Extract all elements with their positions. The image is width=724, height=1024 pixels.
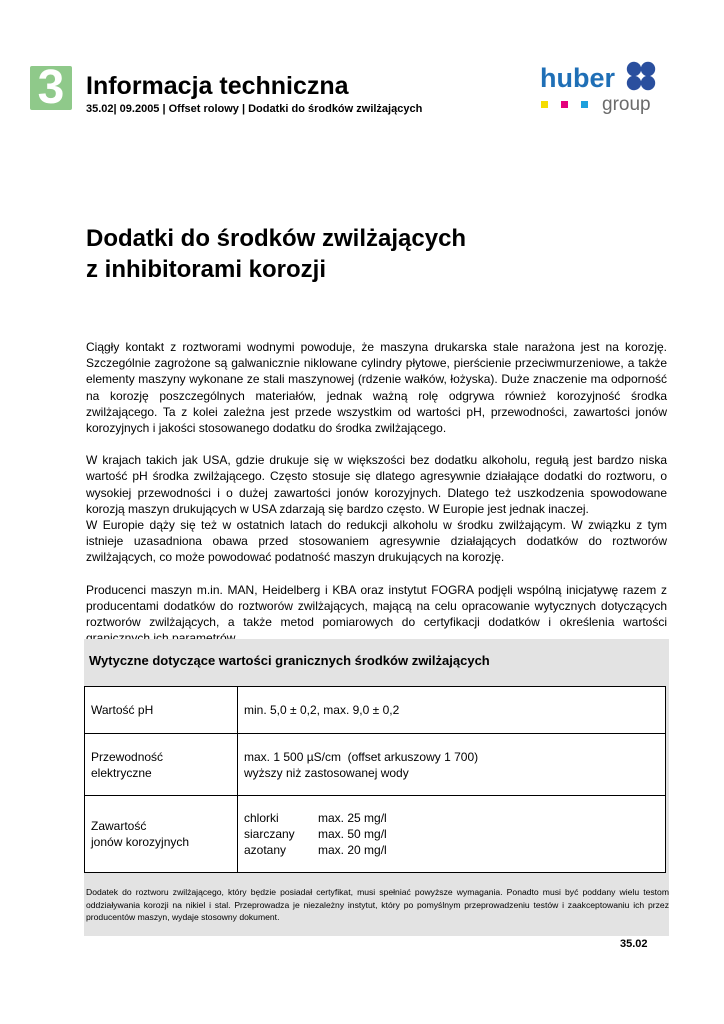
ion-name: siarczany [244, 827, 295, 841]
body-text [86, 339, 667, 662]
ion-name: azotany [244, 843, 287, 857]
guidelines-title: Wytyczne dotyczące wartości granicznych środków zwilżających [89, 653, 490, 668]
main-heading-line2: z inhibitorami korozji [86, 256, 327, 283]
ions-label-line1: Zawartość [91, 819, 147, 833]
conductivity-value-line2: wyższy niż zastosowanej wody [244, 765, 409, 780]
section-number-badge [30, 61, 72, 114]
paragraph-manufacturers: Producenci maszyn m.in. MAN, Heidelberg i KBA oraz instytut FOGRA podjęli wspólną inicjatywę razem z producentami dodatków do roztworów zwilżających, mającą na celu opracowanie wytycznych dotyczących roztworów zwilżających, a także metod pomiarowych do certyfikacji dodatków i określenia wartości [86, 582, 667, 630]
paragraph-europe: W Europie dąży się też w ostatnich latach do redukcji alkoholu w środku zwilżającym. W związku z tym istnieje uzasadniona obawa przed stosowaniem agresywnie działających dodatków do roztworów zwilżających, co może powodować podatność maszyn drukujących na korozję. [86, 518, 667, 565]
cloverleaf-icon [627, 62, 655, 90]
conductivity-label-line1: Przewodność [91, 749, 164, 764]
main-heading [86, 223, 646, 285]
guidelines-table [84, 686, 666, 873]
magenta-square [561, 101, 568, 108]
ion-name: chlorki [244, 811, 279, 825]
huber-group-logo [538, 60, 668, 116]
ph-value: min. 5,0 ± 0,2, max. 9,0 ± 0,2 [238, 687, 666, 734]
table-row-ph [85, 687, 666, 734]
document-title: Informacja techniczna [86, 72, 349, 100]
logo-word-group: group [602, 94, 651, 115]
ion-row-chlorides [244, 810, 659, 826]
paragraph-corrosion-intro: Ciągły kontakt z roztworami wodnymi powoduje, że maszyna drukarska stale narażona jest na korozję. Szczególnie zagrożone są galwanicznie niklowane cylindry płytowe, pierścienie przeciwmurzeniowe, a także elementy maszyny wykonane ze stali maszynowej (rdzenie wałków, łożyska). Duże znaczenie ma odporność na korozję poszczególnych materiałów, jednak ważną rolę odgrywa również korozyjność środka zwilżającego. Ta z kolei zależna jest przede wszystkim od wartości pH, przewodności, zawartości jonów korozyjnych i jakości stosowanego dodatku do środka zwilżającego. [86, 340, 667, 436]
ion-row-sulfates [244, 826, 659, 842]
guidelines-footnote: Dodatek do roztworu zwilżającego, który będzie posiadał certyfikat, musi spełniać powyższe wymagania. Ponadto musi być poddany wielu testom oddziaływania korozji na nikiel i stal. Przeprowadza je niezależny instytut, który po pomyślnym przeprowadzeniu testów i zaakceptowaniu ich przez producentów maszyn, wydaje stosowny dokument. [86, 887, 669, 922]
conductivity-value-line1: max. 1 500 µS/cm (offset arkuszowy 1 700) [244, 749, 479, 764]
ion-row-nitrates [244, 842, 659, 858]
conductivity-label-line2: elektryczne [91, 765, 152, 780]
cyan-square [581, 101, 588, 108]
main-heading-line1: Dodatki do środków zwilżających [86, 225, 467, 252]
conductivity-value [238, 734, 666, 796]
page-number: 35.02 [620, 938, 648, 950]
ions-values [238, 796, 666, 873]
document-subtitle: 35.02| 09.2005 | Offset rolowy | Dodatki do środków zwilżających [86, 103, 423, 115]
conductivity-label [85, 734, 238, 796]
table-row-conductivity [85, 734, 666, 796]
ion-limit: max. 50 mg/l [318, 827, 387, 841]
ph-label: Wartość pH [85, 687, 238, 734]
section-number: 3 [37, 61, 65, 114]
logo-word-huber: huber [540, 63, 616, 93]
paragraph-usa: W krajach takich jak USA, gdzie drukuje się w większości bez dodatku alkoholu, regułą jest bardzo niska wartość pH środka zwilżającego. Często stosuje się dlatego agresywnie działające dodatki do roztworu, o wysokiej przewodności i o dużej zawartości jonów korozyjnych. Dlatego też uszkodzenia spowodowane korozją maszyn drukujących w USA zdarzają się bardzo często. W Europie jest jednak inaczej. [86, 453, 667, 516]
ion-limit: max. 25 mg/l [318, 811, 387, 825]
ions-label-line2: jonów korozyjnych [91, 835, 190, 849]
ions-label [85, 796, 238, 873]
table-row-corrosive-ions [85, 796, 666, 873]
ion-limit: max. 20 mg/l [318, 843, 387, 857]
yellow-square [541, 101, 548, 108]
